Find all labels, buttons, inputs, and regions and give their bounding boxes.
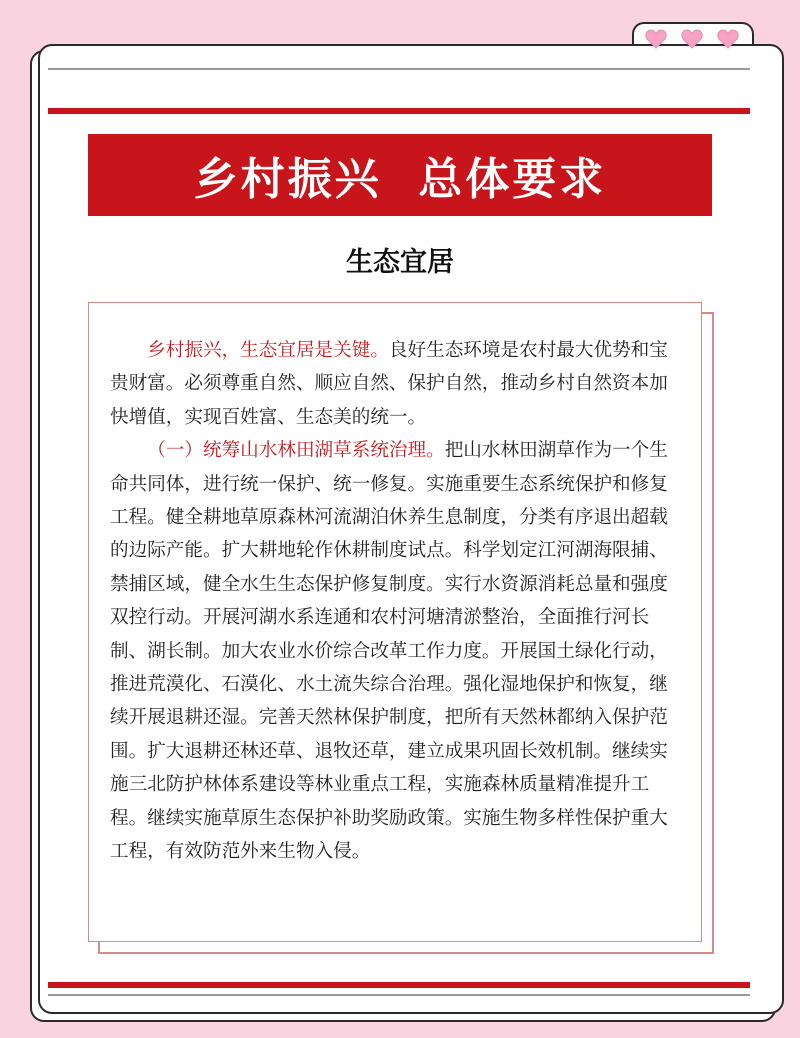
paragraph-text: 良好生态环境是农村最大优势和宝贵财富。必须尊重自然、顺应自然、保护自然，推动乡村自然资本加快增值，实现百姓富、生态美的统一。 <box>110 340 668 428</box>
paragraph-text: 把山水林田湖草作为一个生命共同体，进行统一保护、统一修复。实施重要生态系统保护和修复工程。健全耕地草原森林河流湖泊休养生息制度，分类有序退出超载的边际产能。扩大耕地轮作休耕制度试点。科学划定江河湖海限捕、禁捕区域，健全水生生态保护修复制度。实行水资源消耗总量和强度双控行动。开展河湖水系连通和农村河塘清淤整治，全面推行河长制、湖长制。加大农业水价综合改革工作力度。开展国土绿化行动，推进荒漠化、石漠化、水土流失综合治理。强化湿地保护和恢复，继续开展退耕还湿。完善天然林保护制度，把所有天然林都纳入保护范围。扩大退耕还林还草、退牧还草，建立成果巩固长效机制。继续实施三北防护林体系建设等林业重点工程，实施森林质量精准提升工程。继续实施草原生态保护补助奖励政策。实施生物多样性保护重大工程，有效防范外来生物入侵。 <box>110 440 668 863</box>
paragraph <box>110 434 684 868</box>
heart-icon <box>681 29 703 49</box>
top-divider-red <box>48 108 750 114</box>
content-text <box>110 334 684 869</box>
heart-icon <box>645 29 667 49</box>
paragraph <box>110 334 684 434</box>
heart-icon <box>717 29 739 49</box>
top-divider-thin <box>48 68 750 70</box>
bottom-divider-red <box>48 982 750 988</box>
paragraph-highlight: 乡村振兴，生态宜居是关键。 <box>147 340 389 361</box>
bottom-divider-thin <box>48 994 750 996</box>
section-subtitle: 生态宜居 <box>346 247 454 278</box>
paragraph-highlight: （一）统筹山水林田湖草系统治理。 <box>147 440 445 462</box>
title-banner <box>88 134 712 216</box>
page-title: 乡村振兴 总体要求 <box>193 154 607 205</box>
